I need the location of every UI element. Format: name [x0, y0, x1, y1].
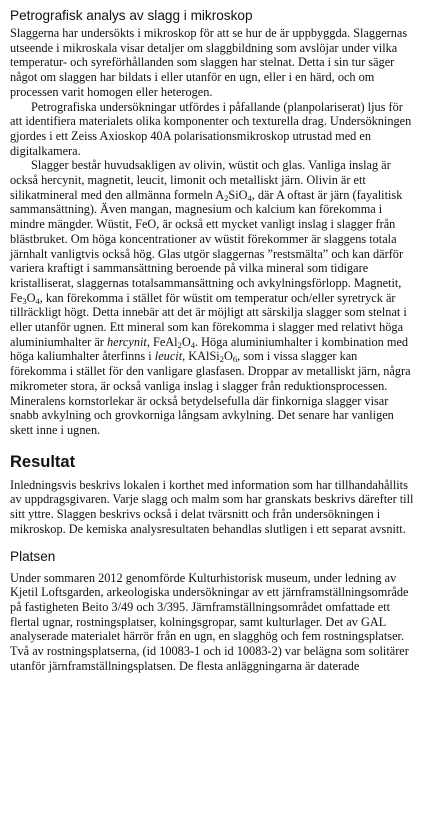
paragraph-methods: Petrografiska undersökningar utfördes i påfallande (planpolariserat) ljus för att identifiera materialets olika komponenter och texturella drag. Undersökningen gjordes i ett Zeiss Axioskop 40A polarisationsmikroskop utrustad med en digitalkamera.	[10, 99, 412, 158]
paragraph-resultat: Inledningsvis beskrivs lokalen i korthet med information som har tillhandahållits av uppdragsgivaren. Varje slagg och malm som har granskats beskrivs därefter till sitt yttre. Slaggen beskrivs också i delat tvärsnitt och från undersökningen i mikroskop. De kemiska analysresultaten behandlas slutligen i ett separat avsnitt.	[10, 477, 414, 536]
section-heading-resultat: Resultat	[10, 452, 76, 471]
paragraph-minerals: Slagger består huvudsakligen av olivin, wüstit och glas. Vanliga inslag är också hercynit, magnetit, leucit, limonit och metalliskt järn. Olivin är ett silikatmineral med den allmänna formeln $A_2SiO_4$, där A oftast är järn (fayalitisk sammansättning). Även mangan, magnesium och kalcium kan förekomma i mindre mängder. Wüstit, FeO, är också ett mycket vanligt inslag i slagger från blästbruket. Om höga koncentrationer av wüstit förekommer är slaggens totala järnhalt vanligtvis också hög. Glas utgör slaggernas ”restsmälta” och kan därför variera kraftigt i sammansättning beroende på vilka mineral som tidigare kristalliserat, slaggernas totalsammansättning och avkylningsförlopp. Magnetit, $Fe_3O_4$, kan förekomma i stället för wüstit om temperatur och/eller syretryck är tillräckligt högt. Detta innebär att det är möjligt att särskilja slagger som stelnat i eller utanför ugnen. Ett mineral som kan förekomma i slagger med relativt höga aluminiumhalter är hercynit, $FeAl_2O_4$. Höga aluminiumhalter i kombination med höga kaliumhalter återfinns i leucit, $KAlSi_2O_6$, som i vissa slagger kan förekomma i stället för den vanligare glasfasen. Droppar av metalliskt järn, några mikrometer stora, är också vanliga inslag i slagger från reduktionsprocessen. Mineralens kornstorlekar är också betydelsefulla där finkorniga slagger visar snabb avkylning och grovkorniga långsam avkylning. Det senare har vanligen skett inne i ugnen.	[10, 158, 411, 437]
paragraph-platsen: Under sommaren 2012 genomförde Kulturhistorisk museum, under ledning av Kjetil Loftsgarden, arkeologiska undersökningar av ett järnframställningsområde på fastigheten Beito 3/49 och 3/395. Järnframställningsområdet omfattade ett flertal ugnar, rostningsplatser, kolningsgropar, samt kulturlager. Det av GAL analyserade materialet härrör från en ugn, en slagghög och fem rostningsplatser. Två av rostningsplatserna, (id 10083-1 och id 10083-2) var belägna som solitärer utanför järnframställningsplatsen. De flesta anläggningarna är daterade	[10, 570, 409, 673]
paragraph-intro: Slaggerna har undersökts i mikroskop för att se hur de är uppbyggda. Slaggernas utseende i mikroskala visar detaljer om slaggbildning som avslöjar under vilka temperatur- och syreförhållanden som slaggen har stelnat. Detta i sin tur säger något om slaggen har bildats i eller utanför en ugn, eller i en härd, och om processen varit homogen eller heterogen.	[10, 26, 408, 99]
section-heading-platsen: Platsen	[10, 548, 56, 564]
section-heading-petrografisk: Petrografisk analys av slagg i mikroskop	[10, 8, 253, 23]
spacer	[10, 537, 415, 548]
spacer	[10, 438, 415, 452]
